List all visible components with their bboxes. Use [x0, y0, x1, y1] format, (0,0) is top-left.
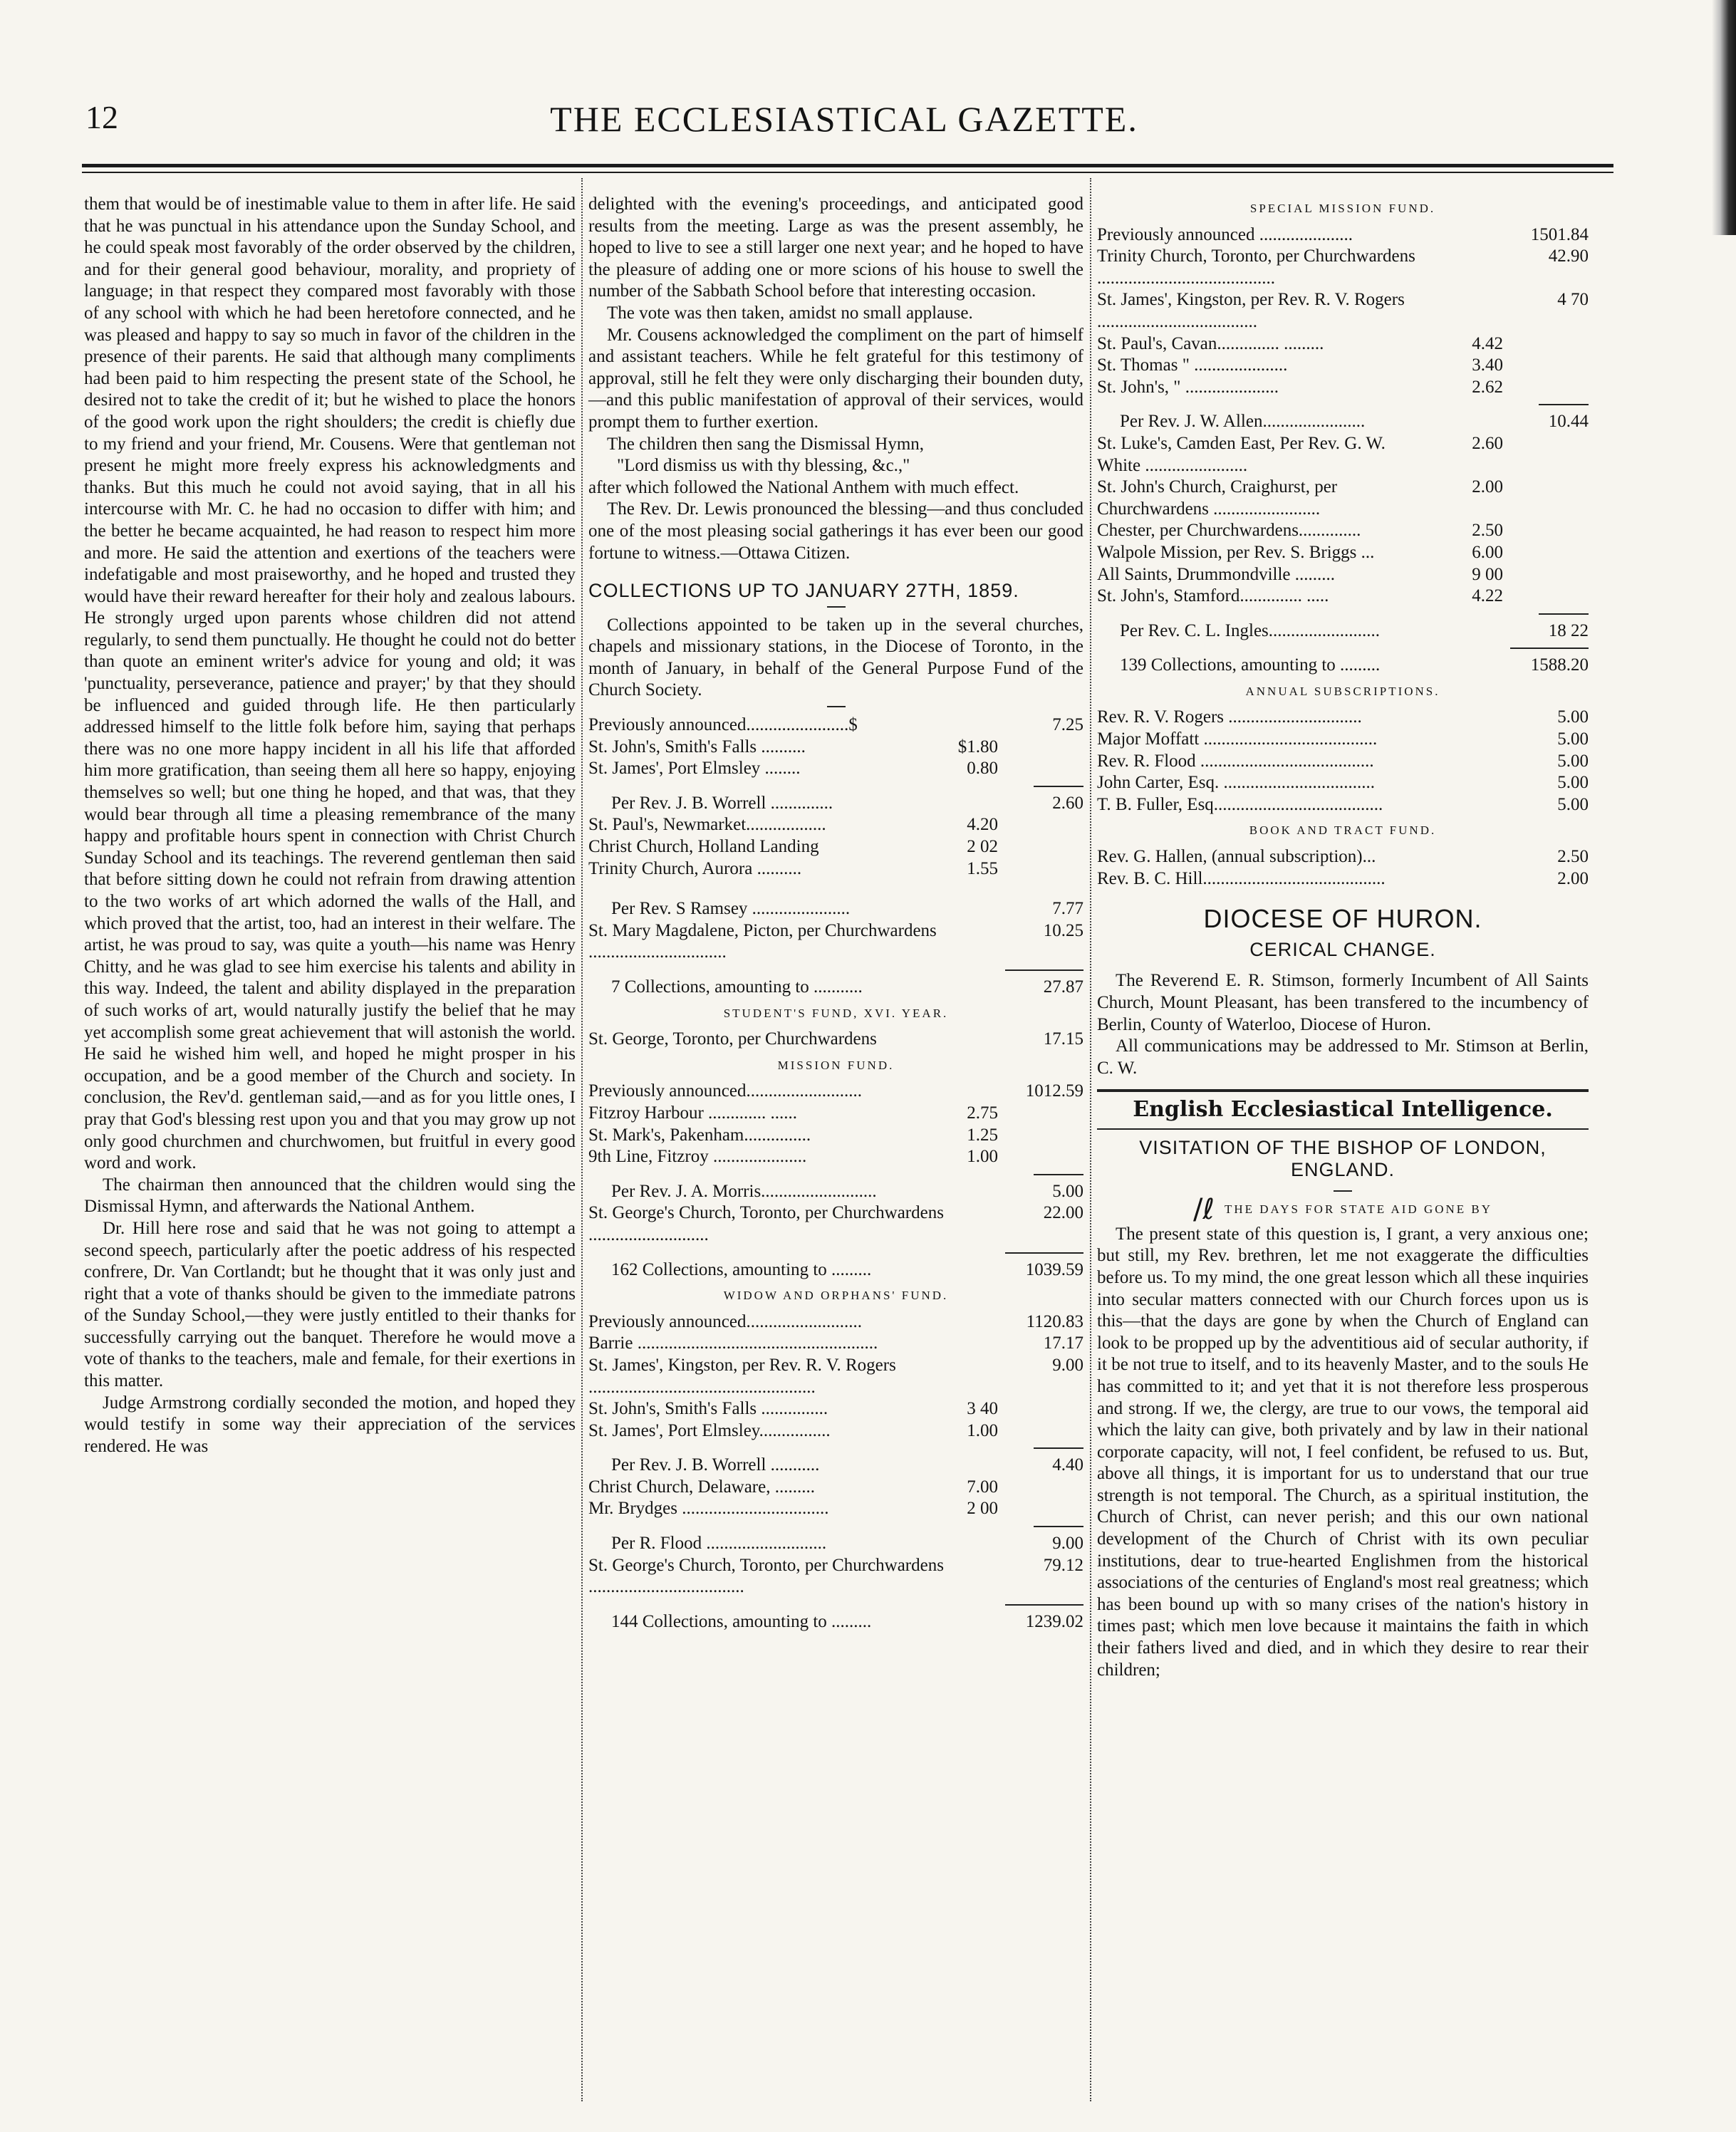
ledger-entry: St. James', Kingston, per Rev. R. V. Rogers ................................................... 9.00: [588, 1355, 1083, 1397]
body-paragraph: Mr. Cousens acknowledged the compliment on the part of himself and assistant teachers. While he felt grateful for this testimony of approval, still he felt they were only discharging their bounden duty,—and this public manifestation of approval of their services, would prompt them to further exertion.: [588, 325, 1083, 432]
subtotal-rule: [588, 780, 1083, 793]
ledger-entry: Major Moffatt ....................................... 5.00: [1097, 729, 1589, 749]
ledger-entry: St. John's, Stamford.............. ..... 4.22: [1097, 586, 1503, 606]
subtotal-rule: [588, 1442, 1083, 1455]
body-paragraph: The Reverend E. R. Stimson, formerly Incumbent of All Saints Church, Mount Pleasant, has been transfered to the incumbency of Berlin, County of Waterloo, Diocese of Huron.: [1097, 971, 1589, 1034]
ledger-entry: St. George's Church, Toronto, per Churchwardens ........................... 22.00: [588, 1203, 1083, 1244]
clerical-change-heading: CERICAL CHANGE.: [1249, 938, 1436, 960]
total-rule: [1097, 642, 1589, 655]
ledger-entry: Chester, per Churchwardens.............. 2.50: [1097, 521, 1503, 541]
ledger-entry: Previously announced ..................... 1501.84: [1097, 224, 1589, 244]
ledger-entry: St. Luke's, Camden East, Per Rev. G. W. White ....................... 2.60: [1097, 433, 1503, 475]
page-edge-shadow: [1712, 0, 1736, 235]
student-fund-heading: STUDENT'S FUND, XVI. YEAR.: [723, 1006, 949, 1020]
column-3: [1097, 194, 1589, 1681]
header-rule-thick: [82, 164, 1613, 167]
ledger-entry: St. James', Kingston, per Rev. R. V. Rogers .................................... 4 70: [1097, 290, 1589, 331]
ledger-entry: Rev. R. V. Rogers .............................. 5.00: [1097, 707, 1589, 727]
collections-heading: COLLECTIONS UP TO JANUARY 27TH, 1859.: [588, 580, 1019, 602]
ledger-entry: St. Thomas " ..................... 3.40: [1097, 355, 1503, 375]
english-intelligence-heading: English Ecclesiastical Intelligence.: [1133, 1097, 1553, 1123]
ledger-entry: Christ Church, Delaware, ......... 7.00: [588, 1477, 998, 1497]
page-header: [78, 98, 1610, 148]
ledger-entry: Previously announced.......................... 1120.83: [588, 1311, 1083, 1331]
ledger-total: 139 Collections, amounting to ......... 1588.20: [1120, 655, 1589, 675]
ledger-entry: St. Paul's, Newmarket.................. 4.20: [588, 815, 998, 835]
ledger-entry: Rev. B. C. Hill......................................... 2.00: [1097, 868, 1589, 888]
widow-fund-heading: WIDOW AND ORPHANS' FUND.: [723, 1289, 949, 1303]
column-separator-1: [581, 178, 583, 2101]
ledger-subtotal: Per Rev. C. L. Ingles......................... 18 22: [1120, 620, 1589, 640]
column-1: [84, 194, 576, 1457]
ledger-entry: St. George, Toronto, per Churchwardens 17.15: [588, 1029, 1083, 1049]
masthead-title: THE ECCLESIASTICAL GAZETTE.: [550, 99, 1138, 139]
book-tract-heading: BOOK AND TRACT FUND.: [1249, 823, 1437, 838]
ledger-entry: St. Paul's, Cavan.............. ......... 4.42: [1097, 333, 1503, 353]
ledger-entry: Trinity Church, Toronto, per Churchwardens ........................................ 42.90: [1097, 246, 1589, 288]
ledger-entry: St. Mary Magdalene, Picton, per Churchwardens ............................... 10.25: [588, 920, 1083, 962]
ledger-entry: Rev. R. Flood ....................................... 5.00: [1097, 751, 1589, 771]
section-rule: [1097, 1128, 1589, 1130]
diocese-heading: DIOCESE OF HURON.: [1203, 904, 1482, 934]
ledger-entry: Christ Church, Holland Landing 2 02: [588, 837, 998, 857]
body-paragraph: The present state of this question is, I grant, a very anxious one; but still, my Rev. brethren, let me not exaggerate the difficulties before us. To my mind, the one great lesson which all these inquiries into secular matters connected with our Church forces upon us is this—that the days are gone by when the Church of England can look to be propped up by the adventitious aid of secular authority, if it be not true to itself, and to its heavenly Master, and to the souls He has committed to it; and yet that it is not therefore less prosperous and strong. If we, the clergy, are true to our vows, the temporal aid which the laity can give, both privately and by law in their national corporate capacity, will not, I feel confident, be refused to us. But, above all things, it is important for us to understand that our true strength is not temporal. The Church, as a spiritual institution, the Church of Christ, can never perish; and this our own national development of the Church of Christ with its own peculiar institutions, dear to true-hearted Englishmen from the historical associations of the centuries of England's most real greatness; which has been bound up with so many crises of the nation's history in times past; which men love because it maintains the faith in which their fathers lived and died, and in which they desire to rear their children;: [1097, 1224, 1589, 1680]
ledger-subtotal: Per Rev. S Ramsey ...................... 7.77: [611, 899, 1083, 919]
ledger-entry: St. John's Church, Craighurst, per Churchwardens ........................ 2.00: [1097, 477, 1503, 519]
ledger-subtotal: Per R. Flood ........................... 9.00: [611, 1534, 1083, 1554]
section-rule: [1097, 1089, 1589, 1092]
header-rule-thin: [82, 172, 1613, 173]
ledger-entry: St. John's, Smith's Falls .......... $1.80: [588, 737, 998, 756]
column-2: [588, 194, 1083, 1633]
ledger-entry: John Carter, Esq. .................................. 5.00: [1097, 773, 1589, 793]
ledger-entry: All Saints, Drummondville ......... 9 00: [1097, 564, 1503, 584]
ledger-entry: Mr. Brydges ................................. 2 00: [588, 1499, 998, 1519]
ledger-subtotal: Per Rev. J. W. Allen....................... 10.44: [1120, 412, 1589, 432]
ledger-total: 7 Collections, amounting to ........... 27.87: [611, 977, 1083, 997]
ledger-entry: T. B. Fuller, Esq...................................... 5.00: [1097, 794, 1589, 814]
column-separator-2: [1090, 178, 1091, 2101]
body-paragraph: delighted with the evening's proceedings, and anticipated good results from the meeting. Large as was the present assembly, he hoped to live to see a still larger one next year; and he hoped to have the pleasure of adding one or more scions of his house to swell the number of the Sabbath School before that interesting occasion.: [588, 194, 1083, 301]
ledger-entry: St. James', Port Elmsley................ 1.00: [588, 1420, 998, 1440]
body-paragraph: The chairman then announced that the children would sing the Dismissal Hymn, and afterwards the National Anthem.: [84, 1175, 576, 1217]
mission-fund-heading: MISSION FUND.: [777, 1058, 895, 1072]
collections-intro: Collections appointed to be taken up in the several churches, chapels and missionary stations, in the Diocese of Toronto, in the month of January, in behalf of the General Purpose Fund of the Church Society.: [588, 615, 1083, 700]
ledger-subtotal: Per Rev. J. A. Morris.......................... 5.00: [611, 1181, 1083, 1201]
body-paragraph: after which followed the National Anthem with much effect.: [588, 477, 1019, 497]
ledger-entry: St. James', Port Elmsley ........ 0.80: [588, 759, 998, 779]
ledger-entry: Previously announced.......................$ 7.25: [588, 715, 1083, 735]
ledger-entry: Rev. G. Hallen, (annual subscription)... 2.50: [1097, 847, 1589, 867]
body-paragraph: All communications may be addressed to Mr. Stimson at Berlin, C. W.: [1097, 1036, 1589, 1078]
ledger-entry: Fitzroy Harbour ............. ...... 2.75: [588, 1103, 998, 1123]
visitation-heading: VISITATION OF THE BISHOP OF LONDON, ENGLAND.: [1139, 1136, 1547, 1180]
short-dash: [1334, 1190, 1352, 1192]
subtotal-rule: [1097, 608, 1589, 620]
short-dash: [827, 606, 846, 608]
annual-subscriptions-heading: ANNUAL SUBSCRIPTIONS.: [1245, 684, 1440, 698]
ledger-total: 144 Collections, amounting to ......... 1239.02: [611, 1611, 1083, 1631]
ledger-entry: St. Mark's, Pakenham............... 1.25: [588, 1125, 998, 1145]
total-rule: [588, 1247, 1083, 1259]
subtotal-rule: [1097, 398, 1589, 411]
ledger-subtotal: Per Rev. J. B. Worrell .............. 2.60: [611, 793, 1083, 813]
ledger-entry: Barrie ...................................................... 17.17: [588, 1333, 1083, 1353]
days-heading: THE DAYS FOR STATE AID GONE BY: [1224, 1202, 1493, 1217]
ledger-entry: St. George's Church, Toronto, per Churchwardens ................................... 79.12: [588, 1555, 1083, 1597]
subtotal-rule: [588, 1168, 1083, 1181]
handwritten-mark: /ℓ: [1192, 1193, 1215, 1227]
subtotal-rule: [588, 1520, 1083, 1533]
hymn-line: "Lord dismiss us with thy blessing, &c.,": [617, 456, 910, 476]
body-paragraph: The children then sang the Dismissal Hymn,: [607, 434, 925, 454]
ledger-total: 162 Collections, amounting to ......... 1039.59: [611, 1259, 1083, 1279]
special-mission-heading: SPECIAL MISSION FUND.: [1249, 202, 1436, 215]
body-paragraph: The Rev. Dr. Lewis pronounced the blessing—and thus concluded one of the most pleasing social gatherings it has ever been our good fortune to witness.—Ottawa Citizen.: [588, 499, 1083, 563]
total-rule: [588, 964, 1083, 977]
ledger-entry: 9th Line, Fitzroy ..................... 1.00: [588, 1147, 998, 1167]
ledger-entry: Walpole Mission, per Rev. S. Briggs ... 6.00: [1097, 542, 1503, 562]
short-dash: [827, 706, 846, 707]
body-paragraph: The vote was then taken, amidst no small applause.: [607, 303, 973, 323]
ledger-subtotal: Per Rev. J. B. Worrell ........... 4.40: [611, 1455, 1083, 1475]
body-paragraph: Judge Armstrong cordially seconded the motion, and hoped they would testify in some way their appreciation of the services rendered. He was: [84, 1393, 576, 1456]
ledger-entry: St. John's, Smith's Falls ............... 3 40: [588, 1399, 998, 1419]
body-paragraph: Dr. Hill here rose and said that he was not going to attempt a second speech, particularly after the poetic address of his respected confrere, Dr. Van Cortlandt; but he thought that it was only just and right that a vote of thanks should be given to the immediate patrons of the Sunday School,—they were justly entitled to their thanks for successfully carrying out the banquet. Therefore he would move a vote of thanks to the teachers, male and female, for their exertions in this matter.: [84, 1218, 576, 1391]
ledger-entry: Trinity Church, Aurora .......... 1.55: [588, 858, 998, 878]
total-rule: [588, 1598, 1083, 1611]
body-paragraph: them that would be of inestimable value to them in after life. He said that he was punctual in his attendance upon the Sunday School, and he could speak most favorably of the order observed by the children, and for their general good behaviour, morality, and propriety of language; in that respect they compared most favorably with those of any school with which he had been heretofore connected, and he was pleased and happy to say so much in favor of the children in the presence of their parents. He said that although many compliments had been paid to him respecting the present state of the School, he desired not to take the credit of it; but he wished to place the honors of the good work upon the right shoulders; the credit is chiefly due to my friend and your friend, Mr. Cousens. Were that gentleman not present he might more freely express his acknowledgments and thanks. But this much he could not avoid saying, that in all his intercourse with Mr. C. he had no occasion to differ with him; and the better he became acquainted, he had reason to respect him more and more. He said the attention and exertions of the teachers were indefatigable and most praiseworthy, and he hoped and trusted they would have their reward hereafter for their holy and zealous labours. He strongly urged upon parents whose children did not attend regularly, to send them punctually. He thought he could not do better than quote an eminent writer's advice for young and old; it was 'punctuality, perseverance, patience and prayer;' by that they should be influenced and guided through life. He then particularly addressed himself to the little folk before him, saying that perhaps there was no one more happy incident in all his life that afforded him more gratification, than seeing them all here so happy, enjoying themselves so well; but one thing he hoped, and that was, that they would bear through all time a pleasing remembrance of the many happy and profitable hours spent in connection with Christ Church Sunday School and its teachings. The reverend gentleman then said that before sitting down he could not refrain from drawing attention to the two works of art which adorned the walls of the Hall, and which proved that the artist, too, had an interest in their welfare. The artist, he was proud to say, was quite a youth—his name was Henry Chitty, and he was glad to see him exercise his talents and ability in this way. Indeed, the talent and ability displayed in the preparation of such works of art, would naturally justify the belief that he may yet accomplish some great achievement that will astonish the world. He said he wished him well, and hoped he might prosper in his occupation, and be a good member of the Church and society. In conclusion, the Rev'd. gentleman said,—and as for you little ones, I pray that God's blessing rest upon you and that you may grow up not only good churchmen and churchwomen, but fruitful in every good word and work.: [84, 194, 576, 1173]
ledger-entry: Previously announced.......................... 1012.59: [588, 1081, 1083, 1101]
page-number: 12: [85, 99, 118, 135]
ledger-entry: St. John's, " ..................... 2.62: [1097, 377, 1503, 397]
